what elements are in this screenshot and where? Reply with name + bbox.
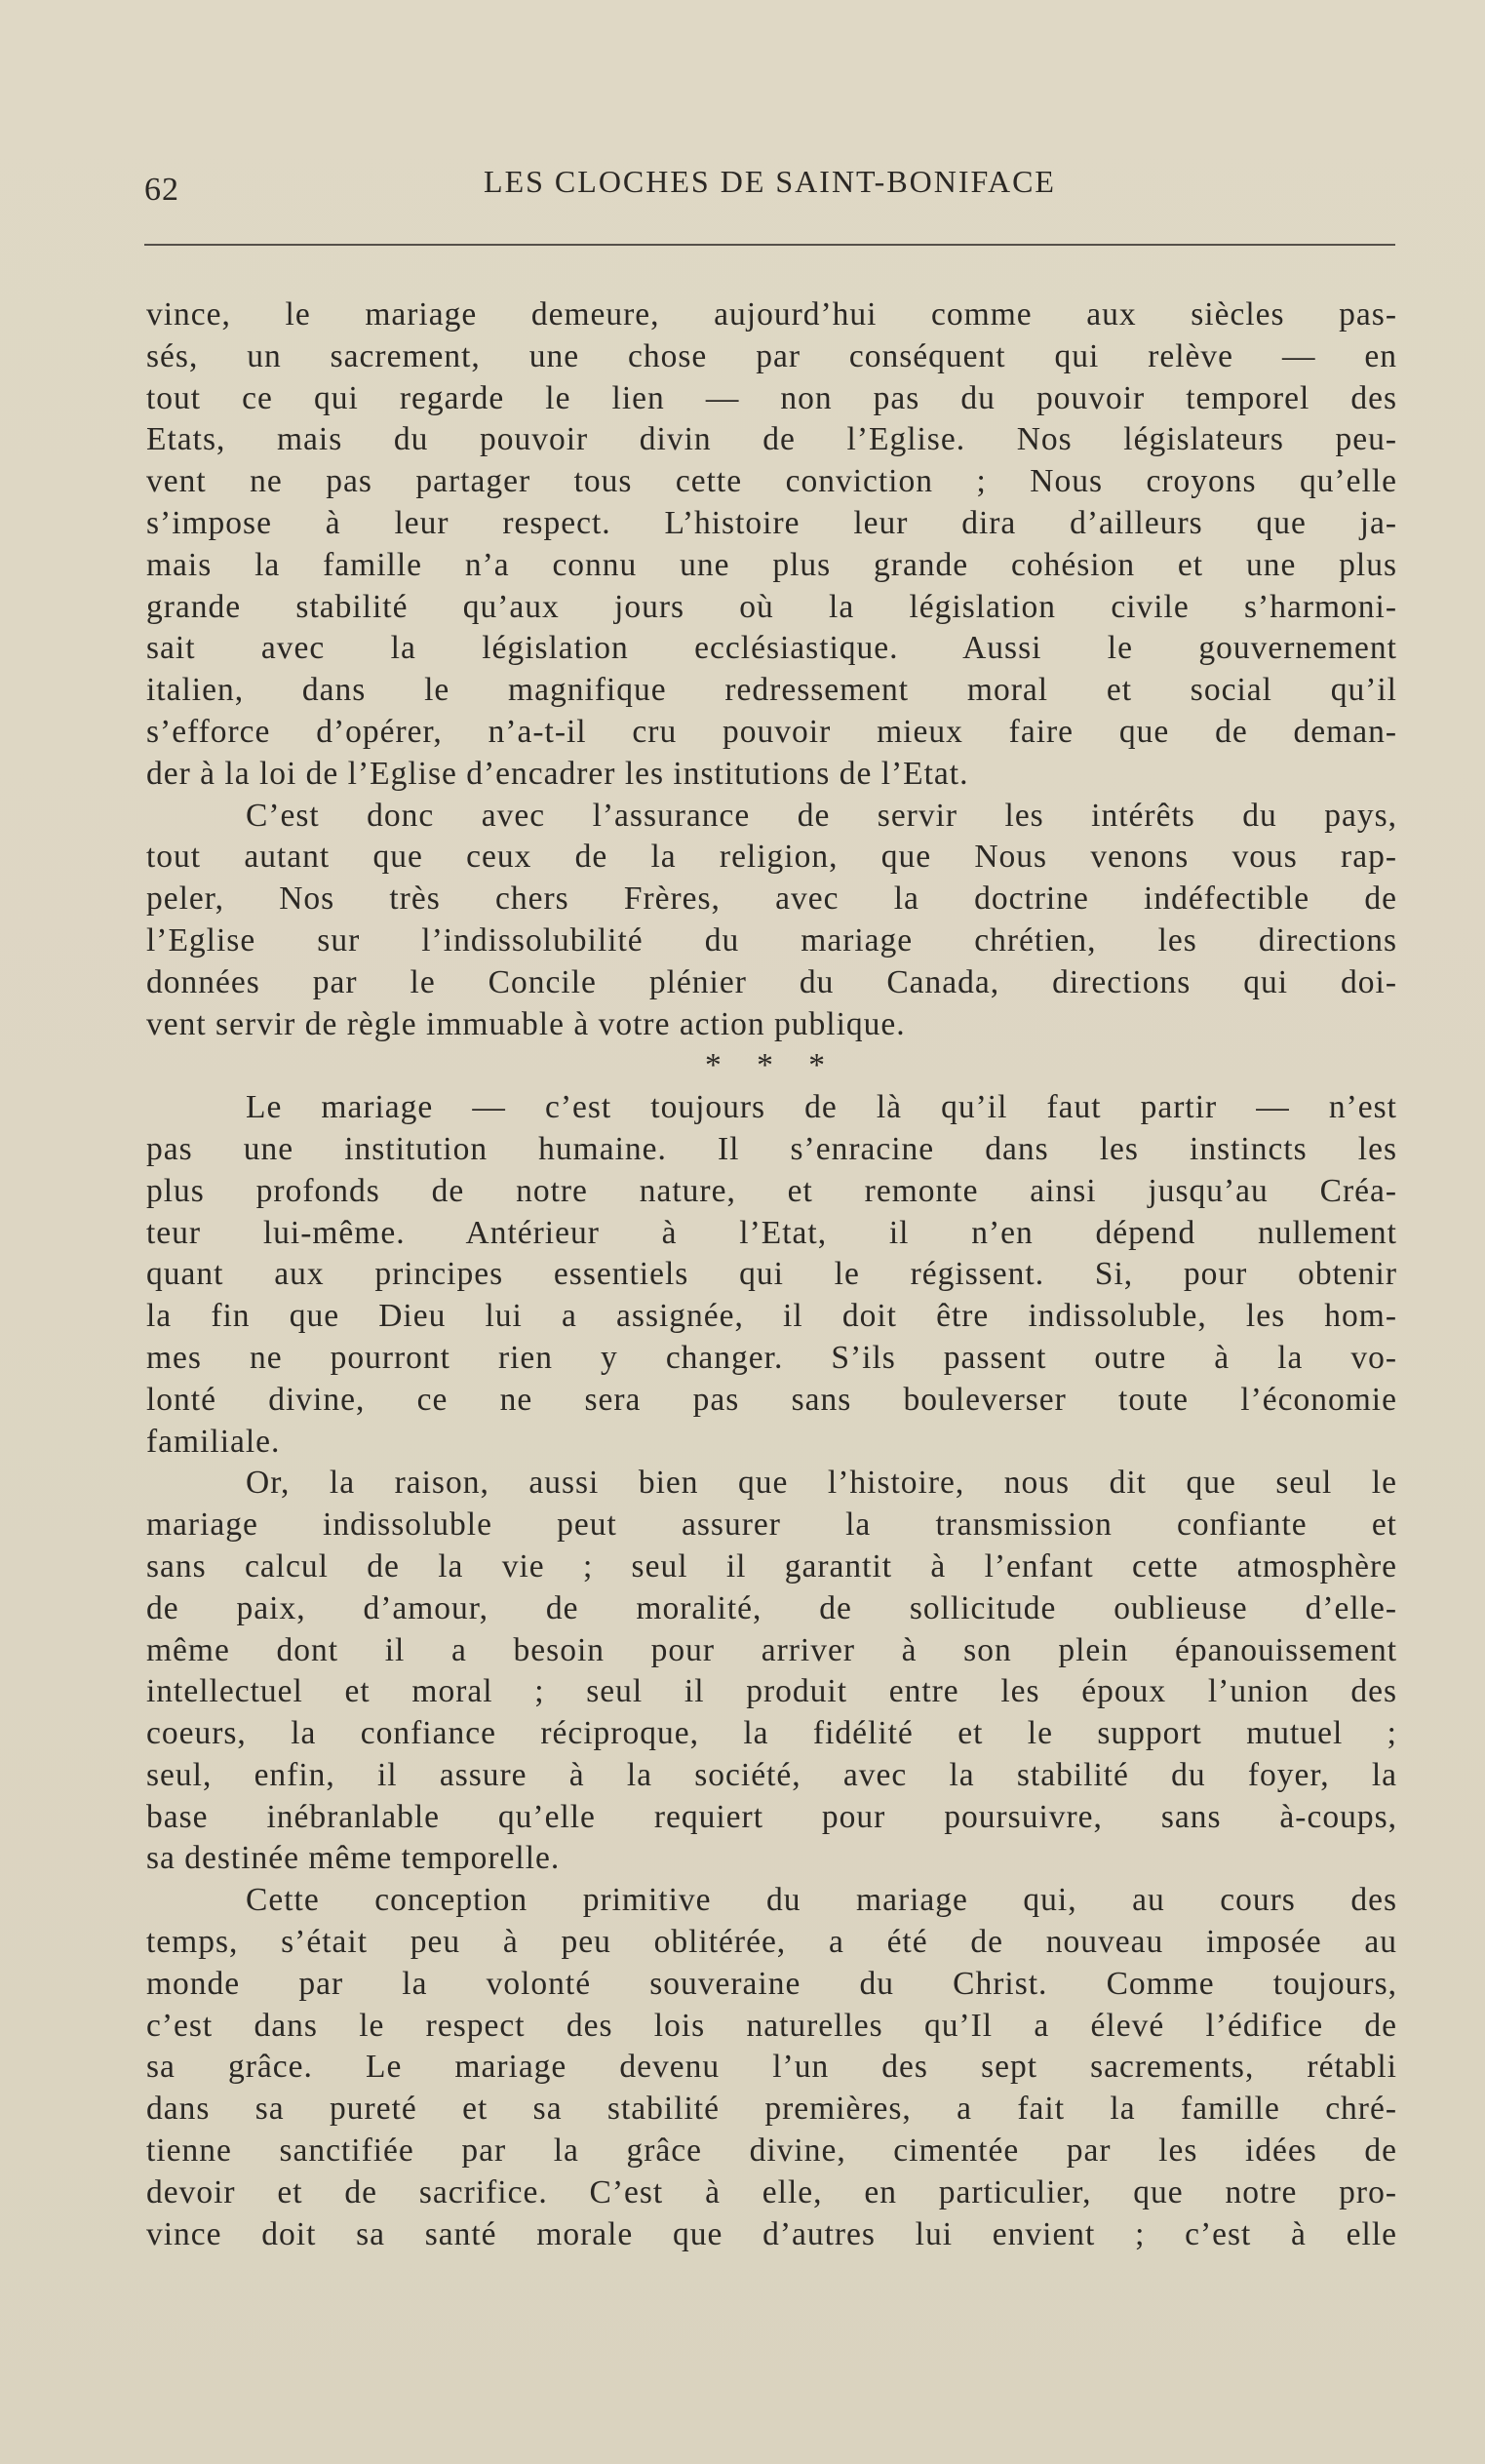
text-line: coeurs, la confiance réciproque, la fidélité et le support mutuel ; [146, 1715, 1397, 1752]
page-number: 62 [144, 172, 179, 208]
text-line: devoir et de sacrifice. C’est à elle, en particulier, que notre pro- [146, 2173, 1397, 2210]
text-line: sans calcul de la vie ; seul il garantit à l’enfant cette atmosphère [146, 1547, 1397, 1584]
text-line: Etats, mais du pouvoir divin de l’Eglise. Nos législateurs peu- [146, 421, 1397, 458]
text-line: sés, un sacrement, une chose par conséquent qui relève — en [146, 337, 1397, 374]
text-line: sa grâce. Le mariage devenu l’un des sept sacrements, rétabli [146, 2049, 1397, 2086]
text-line: sait avec la législation ecclésiastique. Aussi le gouvernement [146, 630, 1397, 667]
text-line: vince, le mariage demeure, aujourd’hui comme aux siècles pas- [146, 296, 1397, 332]
text-line: mariage indissoluble peut assurer la transmission confiante et [146, 1506, 1397, 1544]
paragraph-start-line: Le mariage — c’est toujours de là qu’il faut partir — n’est [246, 1089, 1397, 1126]
running-title: LES CLOCHES DE SAINT-BONIFACE [484, 164, 1056, 199]
text-line: mais la famille n’a connu une plus grande cohésion et une plus [146, 546, 1397, 583]
text-line: teur lui-même. Antérieur à l’Etat, il n’en dépend nullement [146, 1214, 1397, 1251]
text-line: intellectuel et moral ; seul il produit entre les époux l’union des [146, 1673, 1397, 1710]
text-line: pas une institution humaine. Il s’enracine dans les instincts les [146, 1130, 1397, 1167]
body-text [146, 294, 1397, 2255]
text-line: vent ne pas partager tous cette conviction ; Nous croyons qu’elle [146, 463, 1397, 500]
paragraph-start-line: C’est donc avec l’assurance de servir les intérêts du pays, [246, 797, 1397, 834]
paragraph-start-line: Cette conception primitive du mariage qui, au cours des [246, 1882, 1397, 1919]
text-line: peler, Nos très chers Frères, avec la doctrine indéfectible de [146, 880, 1397, 918]
text-line: sa destinée même temporelle. [146, 1840, 561, 1877]
text-line: temps, s’était peu à peu oblitérée, a été de nouveau imposée au [146, 1924, 1397, 1961]
page-header [144, 164, 1395, 207]
section-separator: * * * [705, 1047, 839, 1084]
text-line: l’Eglise sur l’indissolubilité du mariage chrétien, les directions [146, 921, 1397, 958]
text-line: vince doit sa santé morale que d’autres lui envient ; c’est à elle [146, 2215, 1397, 2252]
text-line: données par le Concile plénier du Canada, directions qui doi- [146, 963, 1397, 1000]
text-line: tout ce qui regarde le lien — non pas du pouvoir temporel des [146, 379, 1397, 416]
text-line: de paix, d’amour, de moralité, de sollicitude oublieuse d’elle- [146, 1589, 1397, 1626]
text-line: mes ne pourront rien y changer. S’ils passent outre à la vo- [146, 1339, 1397, 1376]
text-line: s’efforce d’opérer, n’a-t-il cru pouvoir mieux faire que de deman- [146, 713, 1397, 750]
text-line: base inébranlable qu’elle requiert pour poursuivre, sans à-coups, [146, 1798, 1397, 1835]
text-line: italien, dans le magnifique redressement moral et social qu’il [146, 672, 1397, 709]
text-line: dans sa pureté et sa stabilité premières, a fait la famille chré- [146, 2091, 1397, 2128]
header-rule [144, 244, 1395, 246]
text-line: tienne sanctifiée par la grâce divine, cimentée par les idées de [146, 2132, 1397, 2170]
text-line: s’impose à leur respect. L’histoire leur dira d’ailleurs que ja- [146, 504, 1397, 541]
text-line: tout autant que ceux de la religion, que Nous venons vous rap- [146, 839, 1397, 876]
text-line: lonté divine, ce ne sera pas sans bouleverser toute l’économie [146, 1381, 1397, 1418]
paragraph-start-line: Or, la raison, aussi bien que l’histoire, nous dit que seul le [246, 1465, 1397, 1502]
text-line: quant aux principes essentiels qui le régissent. Si, pour obtenir [146, 1256, 1397, 1293]
text-line: plus profonds de notre nature, et remonte ainsi jusqu’au Créa- [146, 1172, 1397, 1209]
text-line: monde par la volonté souveraine du Christ. Comme toujours, [146, 1965, 1397, 2002]
text-line: c’est dans le respect des lois naturelles qu’Il a élevé l’édifice de [146, 2007, 1397, 2044]
text-line: même dont il a besoin pour arriver à son plein épanouissement [146, 1631, 1397, 1668]
text-line: vent servir de règle immuable à votre action publique. [146, 1005, 906, 1042]
text-line: familiale. [146, 1423, 281, 1460]
text-line: la fin que Dieu lui a assignée, il doit être indissoluble, les hom- [146, 1298, 1397, 1335]
text-line: seul, enfin, il assure à la société, avec la stabilité du foyer, la [146, 1756, 1397, 1793]
text-line: der à la loi de l’Eglise d’encadrer les institutions de l’Etat. [146, 755, 969, 792]
text-line: grande stabilité qu’aux jours où la législation civile s’harmoni- [146, 588, 1397, 625]
